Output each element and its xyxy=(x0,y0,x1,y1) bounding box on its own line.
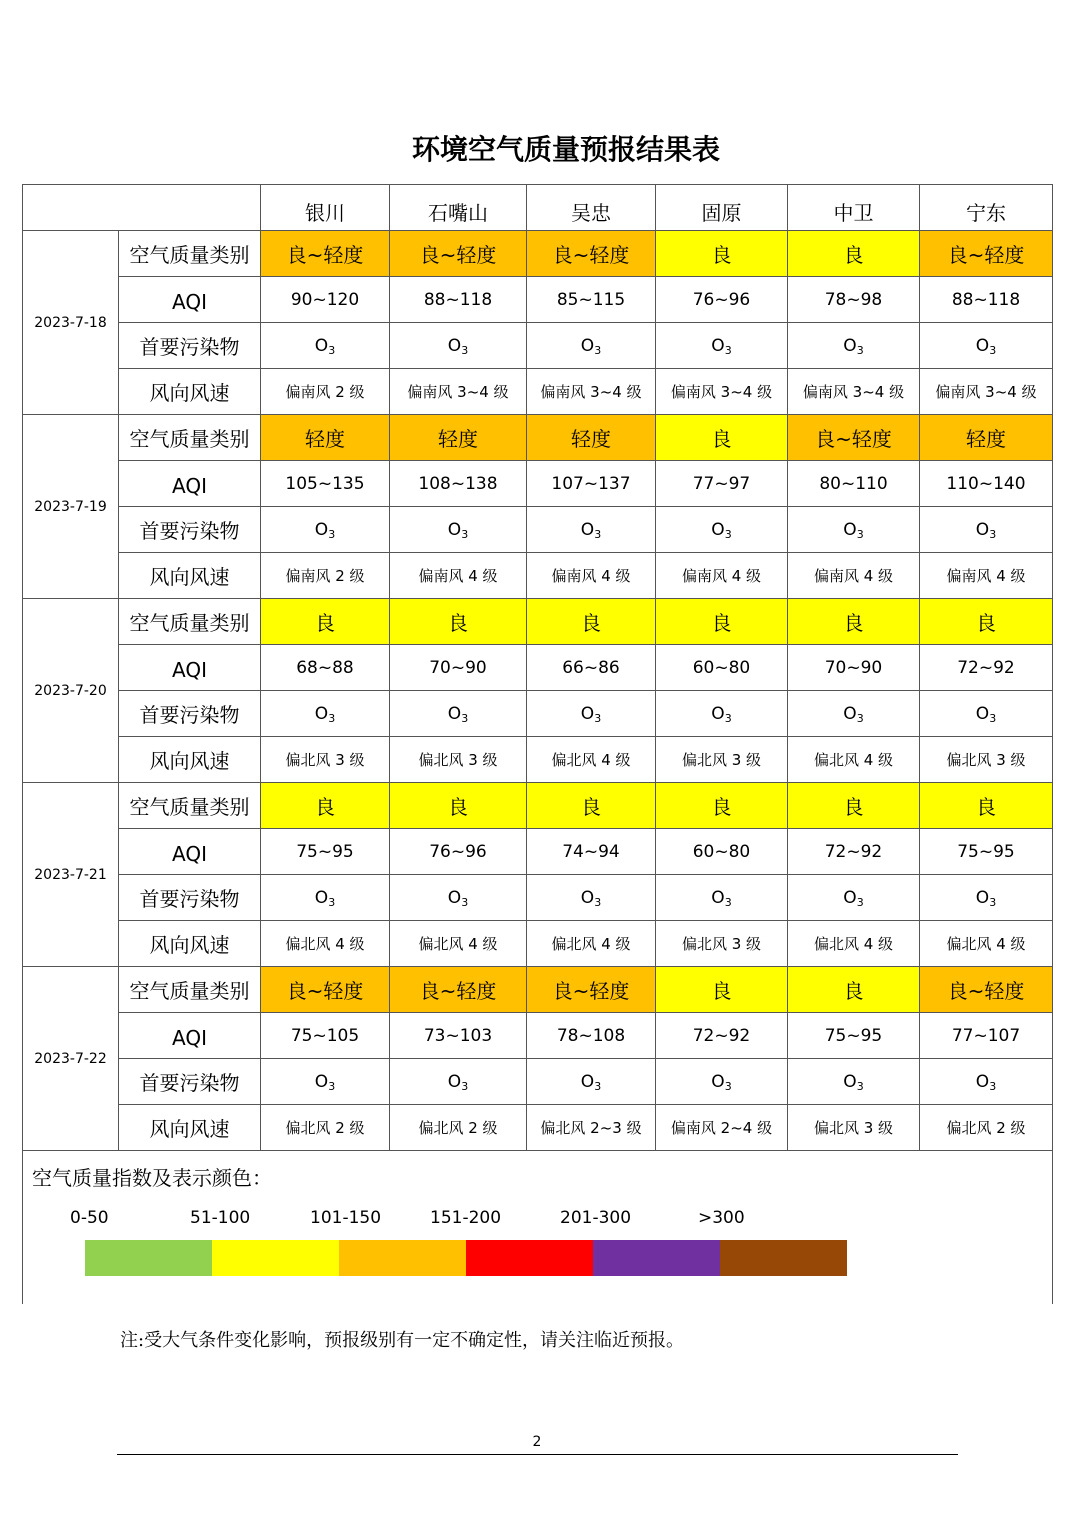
pollutant-symbol: O xyxy=(711,1071,725,1092)
pollutant-subscript: 3 xyxy=(856,527,864,541)
pollutant-subscript: 3 xyxy=(856,895,864,909)
city-header: 吴忠 xyxy=(527,185,656,231)
header-corner xyxy=(23,185,261,231)
category-cell: 轻度 xyxy=(261,415,390,461)
aqi-label: AQI xyxy=(119,1013,261,1059)
wind-cell: 偏北风 4 级 xyxy=(390,921,527,967)
wind-row xyxy=(23,369,1053,415)
pollutant-row xyxy=(23,323,1053,369)
aqi-row xyxy=(23,461,1053,507)
aqi-row xyxy=(23,829,1053,875)
wind-cell: 偏北风 2 级 xyxy=(390,1105,527,1151)
legend-color-swatch xyxy=(466,1240,593,1276)
category-cell: 良 xyxy=(527,783,656,829)
aqi-cell: 60~80 xyxy=(656,829,788,875)
wind-cell: 偏南风 3~4 级 xyxy=(527,369,656,415)
pollutant-symbol: O xyxy=(711,335,725,356)
pollutant-subscript: 3 xyxy=(461,527,469,541)
wind-cell: 偏南风 4 级 xyxy=(788,553,920,599)
pollutant-cell xyxy=(920,691,1053,737)
pollutant-subscript: 3 xyxy=(724,527,732,541)
category-cell: 良 xyxy=(656,415,788,461)
pollutant-subscript: 3 xyxy=(461,711,469,725)
pollutant-subscript: 3 xyxy=(594,343,602,357)
city-header: 中卫 xyxy=(788,185,920,231)
category-cell: 良~轻度 xyxy=(390,231,527,277)
pollutant-subscript: 3 xyxy=(594,527,602,541)
wind-cell: 偏北风 2~3 级 xyxy=(527,1105,656,1151)
pollutant-symbol: O xyxy=(580,703,595,724)
pollutant-cell xyxy=(261,507,390,553)
aqi-cell: 77~107 xyxy=(920,1013,1053,1059)
aqi-cell: 66~86 xyxy=(527,645,656,691)
pollutant-cell xyxy=(788,875,920,921)
category-cell: 良 xyxy=(656,783,788,829)
pollutant-symbol: O xyxy=(975,519,990,540)
pollutant-cell xyxy=(527,875,656,921)
aqi-cell: 75~95 xyxy=(788,1013,920,1059)
wind-cell: 偏南风 4 级 xyxy=(527,553,656,599)
wind-row xyxy=(23,1105,1053,1151)
pollutant-cell xyxy=(656,691,788,737)
pollutant-symbol: O xyxy=(711,703,725,724)
pollutant-cell xyxy=(527,507,656,553)
category-cell: 良 xyxy=(788,231,920,277)
aqi-cell: 72~92 xyxy=(788,829,920,875)
wind-cell: 偏北风 4 级 xyxy=(527,737,656,783)
wind-cell: 偏南风 2 级 xyxy=(261,553,390,599)
pollutant-symbol: O xyxy=(975,335,990,356)
pollutant-symbol: O xyxy=(580,887,595,908)
wind-cell: 偏北风 2 级 xyxy=(920,1105,1053,1151)
pollutant-label: 首要污染物 xyxy=(119,691,261,737)
pollutant-subscript: 3 xyxy=(328,527,336,541)
aqi-cell: 77~97 xyxy=(656,461,788,507)
category-cell: 良~轻度 xyxy=(527,231,656,277)
category-label: 空气质量类别 xyxy=(119,231,261,277)
wind-cell: 偏南风 4 级 xyxy=(920,553,1053,599)
pollutant-row xyxy=(23,507,1053,553)
wind-cell: 偏南风 3~4 级 xyxy=(920,369,1053,415)
pollutant-symbol: O xyxy=(314,335,329,356)
category-cell: 轻度 xyxy=(390,415,527,461)
pollutant-subscript: 3 xyxy=(856,1079,864,1093)
pollutant-cell xyxy=(788,1059,920,1105)
wind-cell: 偏南风 3~4 级 xyxy=(390,369,527,415)
pollutant-subscript: 3 xyxy=(989,527,997,541)
pollutant-cell xyxy=(390,875,527,921)
category-cell: 良~轻度 xyxy=(261,231,390,277)
wind-cell: 偏北风 4 级 xyxy=(788,737,920,783)
aqi-cell: 88~118 xyxy=(920,277,1053,323)
wind-row xyxy=(23,921,1053,967)
pollutant-cell xyxy=(788,691,920,737)
pollutant-symbol: O xyxy=(975,1071,990,1092)
wind-cell: 偏南风 4 级 xyxy=(390,553,527,599)
category-row xyxy=(23,967,1053,1013)
aqi-row xyxy=(23,1013,1053,1059)
pollutant-cell xyxy=(656,1059,788,1105)
page-title: 环境空气质量预报结果表 xyxy=(411,133,720,166)
pollutant-symbol: O xyxy=(843,887,857,908)
pollutant-cell xyxy=(261,875,390,921)
pollutant-subscript: 3 xyxy=(461,1079,469,1093)
pollutant-symbol: O xyxy=(843,335,857,356)
category-cell: 良 xyxy=(788,599,920,645)
pollutant-cell xyxy=(920,1059,1053,1105)
category-cell: 良 xyxy=(527,599,656,645)
pollutant-symbol: O xyxy=(314,1071,329,1092)
legend-range-label: 201-300 xyxy=(560,1208,632,1228)
forecast-date: 2023-7-19 xyxy=(23,415,119,599)
pollutant-cell xyxy=(390,323,527,369)
pollutant-subscript: 3 xyxy=(856,711,864,725)
pollutant-cell xyxy=(390,507,527,553)
pollutant-cell xyxy=(788,507,920,553)
aqi-cell: 85~115 xyxy=(527,277,656,323)
page-number: 2 xyxy=(532,1434,542,1450)
pollutant-subscript: 3 xyxy=(989,895,997,909)
wind-cell: 偏北风 4 级 xyxy=(920,921,1053,967)
legend-range-label: 0-50 xyxy=(70,1208,109,1228)
legend-color-swatch xyxy=(85,1240,212,1276)
footer-divider xyxy=(117,1454,958,1455)
wind-cell: 偏北风 2 级 xyxy=(261,1105,390,1151)
pollutant-symbol: O xyxy=(843,1071,857,1092)
wind-label: 风向风速 xyxy=(119,553,261,599)
pollutant-symbol: O xyxy=(843,703,857,724)
category-cell: 良~轻度 xyxy=(920,967,1053,1013)
pollutant-symbol: O xyxy=(711,887,725,908)
pollutant-symbol: O xyxy=(447,519,462,540)
category-cell: 轻度 xyxy=(920,415,1053,461)
pollutant-symbol: O xyxy=(843,519,857,540)
wind-cell: 偏北风 4 级 xyxy=(527,921,656,967)
aqi-cell: 108~138 xyxy=(390,461,527,507)
aqi-cell: 88~118 xyxy=(390,277,527,323)
aqi-cell: 80~110 xyxy=(788,461,920,507)
pollutant-row xyxy=(23,1059,1053,1105)
category-cell: 良 xyxy=(656,599,788,645)
pollutant-subscript: 3 xyxy=(724,711,732,725)
pollutant-label: 首要污染物 xyxy=(119,875,261,921)
category-row xyxy=(23,231,1053,277)
legend-range-label: >300 xyxy=(698,1208,745,1228)
pollutant-subscript: 3 xyxy=(328,343,336,357)
city-header: 石嘴山 xyxy=(390,185,527,231)
wind-cell: 偏北风 3 级 xyxy=(261,737,390,783)
category-row xyxy=(23,415,1053,461)
pollutant-cell xyxy=(656,875,788,921)
category-cell: 良~轻度 xyxy=(527,967,656,1013)
forecast-note: 注:受大气条件变化影响，预报级别有一定不确定性，请关注临近预报。 xyxy=(120,1330,685,1351)
wind-cell: 偏北风 3 级 xyxy=(390,737,527,783)
pollutant-cell xyxy=(920,875,1053,921)
category-cell: 良 xyxy=(920,783,1053,829)
pollutant-cell xyxy=(390,1059,527,1105)
pollutant-subscript: 3 xyxy=(328,711,336,725)
pollutant-row xyxy=(23,691,1053,737)
aqi-cell: 73~103 xyxy=(390,1013,527,1059)
pollutant-cell xyxy=(656,323,788,369)
wind-cell: 偏北风 3 级 xyxy=(788,1105,920,1151)
aqi-cell: 76~96 xyxy=(390,829,527,875)
wind-cell: 偏南风 2~4 级 xyxy=(656,1105,788,1151)
aqi-cell: 70~90 xyxy=(788,645,920,691)
category-cell: 良 xyxy=(390,599,527,645)
pollutant-cell xyxy=(920,323,1053,369)
category-cell: 良 xyxy=(261,599,390,645)
pollutant-symbol: O xyxy=(580,335,595,356)
aqi-label: AQI xyxy=(119,829,261,875)
pollutant-subscript: 3 xyxy=(594,711,602,725)
aqi-cell: 105~135 xyxy=(261,461,390,507)
pollutant-label: 首要污染物 xyxy=(119,323,261,369)
wind-cell: 偏南风 3~4 级 xyxy=(656,369,788,415)
category-label: 空气质量类别 xyxy=(119,967,261,1013)
legend-range-label: 101-150 xyxy=(310,1208,382,1228)
pollutant-cell xyxy=(390,691,527,737)
legend-color-swatch xyxy=(593,1240,720,1276)
legend-range-label: 151-200 xyxy=(430,1208,502,1228)
category-cell: 良~轻度 xyxy=(788,415,920,461)
aqi-row xyxy=(23,277,1053,323)
legend-color-swatch xyxy=(339,1240,466,1276)
pollutant-symbol: O xyxy=(447,887,462,908)
wind-cell: 偏南风 3~4 级 xyxy=(788,369,920,415)
pollutant-symbol: O xyxy=(580,1071,595,1092)
pollutant-cell xyxy=(527,1059,656,1105)
aqi-cell: 76~96 xyxy=(656,277,788,323)
pollutant-symbol: O xyxy=(447,335,462,356)
pollutant-cell xyxy=(920,507,1053,553)
aqi-cell: 75~105 xyxy=(261,1013,390,1059)
aqi-cell: 72~92 xyxy=(656,1013,788,1059)
category-row xyxy=(23,599,1053,645)
pollutant-subscript: 3 xyxy=(461,895,469,909)
category-cell: 良~轻度 xyxy=(390,967,527,1013)
aqi-cell: 70~90 xyxy=(390,645,527,691)
legend-color-swatch xyxy=(212,1240,339,1276)
category-cell: 良 xyxy=(656,967,788,1013)
pollutant-subscript: 3 xyxy=(594,1079,602,1093)
city-header: 银川 xyxy=(261,185,390,231)
pollutant-symbol: O xyxy=(447,703,462,724)
aqi-label: AQI xyxy=(119,277,261,323)
forecast-date: 2023-7-22 xyxy=(23,967,119,1151)
pollutant-subscript: 3 xyxy=(989,711,997,725)
pollutant-cell xyxy=(527,691,656,737)
aqi-cell: 78~98 xyxy=(788,277,920,323)
aqi-label: AQI xyxy=(119,461,261,507)
pollutant-symbol: O xyxy=(314,519,329,540)
forecast-table xyxy=(22,184,1053,1151)
category-label: 空气质量类别 xyxy=(119,599,261,645)
pollutant-subscript: 3 xyxy=(856,343,864,357)
aqi-cell: 75~95 xyxy=(920,829,1053,875)
pollutant-subscript: 3 xyxy=(328,1079,336,1093)
wind-cell: 偏北风 3 级 xyxy=(920,737,1053,783)
pollutant-subscript: 3 xyxy=(724,1079,732,1093)
pollutant-symbol: O xyxy=(975,703,990,724)
pollutant-cell xyxy=(261,323,390,369)
category-cell: 良 xyxy=(788,783,920,829)
category-cell: 良 xyxy=(656,231,788,277)
city-header: 宁东 xyxy=(920,185,1053,231)
pollutant-label: 首要污染物 xyxy=(119,507,261,553)
pollutant-cell xyxy=(788,323,920,369)
aqi-cell: 90~120 xyxy=(261,277,390,323)
wind-cell: 偏北风 3 级 xyxy=(656,921,788,967)
pollutant-subscript: 3 xyxy=(989,343,997,357)
pollutant-cell xyxy=(261,1059,390,1105)
forecast-date: 2023-7-20 xyxy=(23,599,119,783)
wind-label: 风向风速 xyxy=(119,1105,261,1151)
wind-cell: 偏南风 4 级 xyxy=(656,553,788,599)
aqi-cell: 78~108 xyxy=(527,1013,656,1059)
category-label: 空气质量类别 xyxy=(119,783,261,829)
wind-cell: 偏北风 4 级 xyxy=(261,921,390,967)
aqi-cell: 75~95 xyxy=(261,829,390,875)
aqi-cell: 60~80 xyxy=(656,645,788,691)
category-cell: 良 xyxy=(390,783,527,829)
forecast-date: 2023-7-21 xyxy=(23,783,119,967)
pollutant-subscript: 3 xyxy=(724,895,732,909)
pollutant-subscript: 3 xyxy=(328,895,336,909)
pollutant-cell xyxy=(527,323,656,369)
pollutant-label: 首要污染物 xyxy=(119,1059,261,1105)
pollutant-symbol: O xyxy=(580,519,595,540)
legend-title: 空气质量指数及表示颜色： xyxy=(32,1166,272,1190)
pollutant-symbol: O xyxy=(447,1071,462,1092)
category-cell: 良 xyxy=(261,783,390,829)
pollutant-cell xyxy=(656,507,788,553)
category-cell: 良 xyxy=(920,599,1053,645)
pollutant-cell xyxy=(261,691,390,737)
pollutant-symbol: O xyxy=(314,887,329,908)
aqi-cell: 72~92 xyxy=(920,645,1053,691)
wind-label: 风向风速 xyxy=(119,369,261,415)
pollutant-subscript: 3 xyxy=(724,343,732,357)
pollutant-symbol: O xyxy=(314,703,329,724)
aqi-cell: 110~140 xyxy=(920,461,1053,507)
aqi-cell: 68~88 xyxy=(261,645,390,691)
pollutant-symbol: O xyxy=(711,519,725,540)
category-cell: 良~轻度 xyxy=(261,967,390,1013)
category-row xyxy=(23,783,1053,829)
legend-color-swatch xyxy=(720,1240,847,1276)
wind-row xyxy=(23,553,1053,599)
forecast-date: 2023-7-18 xyxy=(23,231,119,415)
pollutant-symbol: O xyxy=(975,887,990,908)
category-label: 空气质量类别 xyxy=(119,415,261,461)
wind-cell: 偏北风 3 级 xyxy=(656,737,788,783)
aqi-cell: 74~94 xyxy=(527,829,656,875)
pollutant-subscript: 3 xyxy=(594,895,602,909)
category-cell: 良~轻度 xyxy=(920,231,1053,277)
aqi-row xyxy=(23,645,1053,691)
wind-cell: 偏北风 4 级 xyxy=(788,921,920,967)
wind-label: 风向风速 xyxy=(119,921,261,967)
category-cell: 良 xyxy=(788,967,920,1013)
legend-range-label: 51-100 xyxy=(190,1208,251,1228)
pollutant-row xyxy=(23,875,1053,921)
category-cell: 轻度 xyxy=(527,415,656,461)
aqi-cell: 107~137 xyxy=(527,461,656,507)
wind-row xyxy=(23,737,1053,783)
pollutant-subscript: 3 xyxy=(461,343,469,357)
aqi-label: AQI xyxy=(119,645,261,691)
wind-label: 风向风速 xyxy=(119,737,261,783)
pollutant-subscript: 3 xyxy=(989,1079,997,1093)
wind-cell: 偏南风 2 级 xyxy=(261,369,390,415)
city-header: 固原 xyxy=(656,185,788,231)
header-row xyxy=(23,185,1053,231)
